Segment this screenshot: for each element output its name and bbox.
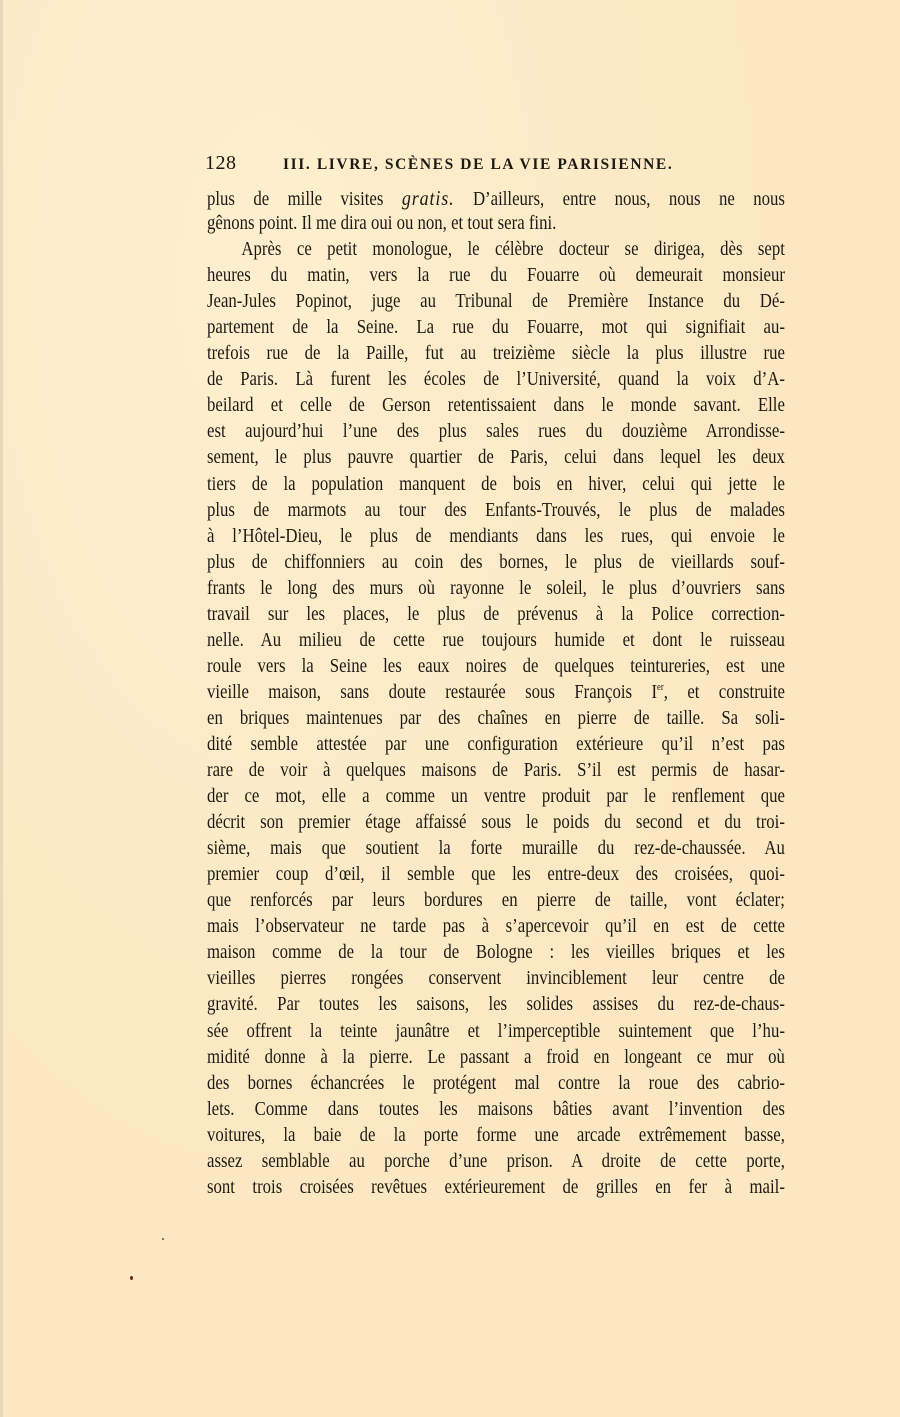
text-line: nelle. Au milieu de cette rue toujours humide et dont le ruisseau — [207, 629, 785, 651]
text-line: gravité. Par toutes les saisons, les solides assises du rez-de-chaus- — [207, 994, 785, 1016]
text-line: voitures, la baie de la porte forme une arcade extrêmement basse, — [207, 1124, 785, 1146]
italic-word: gratis. — [401, 186, 455, 210]
text-line: gênons point. Il me dira oui ou non, et tout sera fini. — [207, 213, 557, 235]
text-line: que renforcés par leurs bordures en pierre de taille, vont éclater; — [207, 890, 785, 912]
text-line: maison comme de la tour de Bologne : les vieilles briques et les — [207, 942, 785, 964]
text-line: décrit son premier étage affaissé sous le poids du second et du troi- — [207, 812, 785, 834]
text-line: vieilles pierres rongées conservent invinciblement leur centre de — [207, 968, 785, 990]
text-line: lets. Comme dans toutes les maisons bâties avant l’invention des — [207, 1098, 785, 1120]
text-line: tiers de la population manquent de bois en hiver, celui qui jette le — [207, 473, 785, 495]
text-line: roule vers la Seine les eaux noires de quelques teintureries, est une — [207, 655, 785, 677]
text-line: travail sur les places, le plus de prévenus à la Police correction- — [207, 603, 785, 625]
text-line: der ce mot, elle a comme un ventre produit par le renflement que — [207, 786, 785, 808]
text-line: en briques maintenues par des chaînes en pierre de taille. Sa soli- — [207, 707, 785, 729]
text-line: premier coup d’œil, il semble que les entre-deux des croisées, quoi- — [207, 864, 785, 886]
text-line: partement de la Seine. La rue du Fouarre, mot qui signifiait au- — [207, 317, 785, 339]
paper-speck — [162, 1238, 164, 1240]
text-line: frants le long des murs où rayonne le soleil, le plus d’ouvriers sans — [207, 577, 785, 599]
text-line: mais l’observateur ne tarde pas à s’apercevoir qu’il en est de cette — [207, 916, 785, 938]
text-line: plus de marmots au tour des Enfants-Trouvés, le plus de malades — [207, 499, 785, 521]
text-line: à l’Hôtel-Dieu, le plus de mendiants dans les rues, qui envoie le — [207, 525, 785, 547]
text-line: sement, le plus pauvre quartier de Paris, celui dans lequel les deux — [207, 447, 785, 469]
text-line: rare de voir à quelques maisons de Paris. S’il est permis de hasar- — [207, 760, 785, 782]
text-line: plus de chiffonniers au coin des bornes, le plus de vieillards souf- — [207, 551, 785, 573]
text-line: dité semble attestée par une configuration extérieure qu’il n’est pas — [207, 733, 785, 755]
text-line: sième, mais que soutient la forte muraille du rez-de-chaussée. Au — [207, 838, 785, 860]
text-line: plus de mille visites gratis. D’ailleurs, entre nous, nous ne nous — [207, 186, 785, 210]
text-line: sont trois croisées revêtues extérieurement de grilles en fer à mail- — [207, 1176, 785, 1198]
text-line: assez semblable au porche d’une prison. A droite de cette porte, — [207, 1150, 785, 1172]
text-line: des bornes échancrées le protégent mal contre la roue des cabrio- — [207, 1072, 785, 1094]
superscript: er — [657, 681, 664, 693]
running-head — [205, 152, 785, 178]
body-text — [207, 185, 785, 1201]
text-line: Jean-Jules Popinot, juge au Tribunal de Première Instance du Dé- — [207, 291, 785, 313]
text-line: de Paris. Là furent les écoles de l’Université, quand la voix d’A- — [207, 369, 785, 391]
text-line: midité donne à la pierre. Le passant a froid en longeant ce mur où — [207, 1046, 785, 1068]
text-line: heures du matin, vers la rue du Fouarre où demeurait monsieur — [207, 265, 785, 287]
text-line: beilard et celle de Gerson retentissaient dans le monde savant. Elle — [207, 395, 785, 417]
paper-speck — [130, 1276, 133, 1280]
text-line: vieille maison, sans doute restaurée sous François Ier, et construite — [207, 681, 785, 703]
text-line: trefois rue de la Paille, fut au treizième siècle la plus illustre rue — [207, 343, 785, 365]
text-line: sée offrent la teinte jaunâtre et l’imperceptible suintement que l’hu- — [207, 1020, 785, 1042]
page-number: 128 — [205, 152, 237, 174]
text-line: est aujourd’hui l’une des plus sales rues du douzième Arrondisse- — [207, 421, 785, 443]
running-head-title: III. LIVRE, SCÈNES DE LA VIE PARISIENNE. — [283, 156, 674, 173]
page-edge — [0, 0, 3, 1417]
paragraph-first-line: Après ce petit monologue, le célèbre docteur se dirigea, dès sept — [241, 239, 785, 261]
